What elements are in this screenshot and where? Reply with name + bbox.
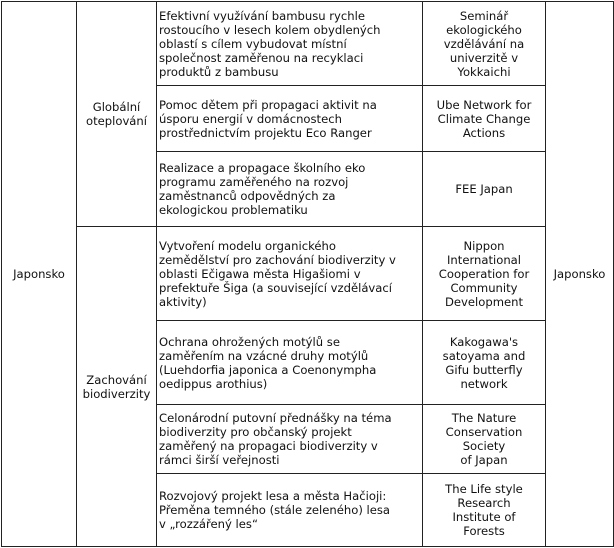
organization-name: Ube Network for Climate Change Actions [436, 97, 532, 140]
theme-global-warming-cell [77, 2, 157, 227]
project-description-cell [157, 405, 423, 474]
project-description-cell [157, 152, 423, 227]
project-description: Rozvojový projekt lesa a města Hačioji: Přeměna temného (stále zeleného) lesa v „rozzářený les“ [159, 489, 391, 531]
table-row [2, 227, 614, 321]
organization-cell [423, 227, 546, 321]
organization-name: The Life style Research Institute of Forests [445, 482, 523, 538]
organization-name: The Nature Conservation Society of Japan [445, 411, 523, 467]
project-description-cell [157, 474, 423, 547]
country-left: Japonsko [13, 267, 65, 281]
project-description: Realizace a propagace školního eko programu zaměřeného na rozvoj zaměstnanců odpovědných za ekologickou problematiku [159, 161, 366, 217]
project-description: Celonárodní putovní přednášky na téma biodiverzity pro občanský projekt zaměřený na propagaci biodiverzity v rámci širší veřejnosti [159, 411, 392, 467]
country-right: Japonsko [553, 267, 606, 281]
organization-name: Seminář ekologického vzdělávání na univerzitě v Yokkaichi [443, 8, 525, 79]
project-description-cell [157, 86, 423, 152]
theme-biodiversity-cell [77, 227, 157, 547]
organization-cell [423, 405, 546, 474]
organization-name: Nippon International Cooperation for Community Development [438, 238, 530, 309]
project-description: Vytvoření modelu organického zemědělství pro zachování biodiverzity v oblasti Ečigawa města Higašiomi v prefektuře Šiga (a související vzdělávací aktivity) [159, 238, 396, 309]
organization-cell [423, 321, 546, 405]
project-description-cell [157, 2, 423, 86]
projects-table [1, 1, 614, 547]
organization-name: Kakogawa's satoyama and Gifu butterfly network [442, 334, 526, 391]
organization-cell [423, 474, 546, 547]
organization-cell [423, 152, 546, 227]
organization-cell [423, 2, 546, 86]
project-description-cell [157, 321, 423, 405]
theme-biodiversity: Zachování biodiverzity [82, 372, 151, 401]
organization-cell [423, 86, 546, 152]
organization-name: FEE Japan [455, 182, 513, 196]
project-description: Pomoc dětem při propagaci aktivit na úsporu energií v domácnostech prostřednictvím projektu Eco Ranger [159, 97, 377, 140]
table-row [2, 2, 614, 86]
country-right-cell [546, 2, 614, 547]
project-description: Efektivní využívání bambusu rychle rostoucího v lesech kolem obydlených oblastí s cílem vybudovat místní společnost zaměřenou na recyklaci produktů z bambusu [159, 8, 381, 79]
project-description-cell [157, 227, 423, 321]
country-left-cell [2, 2, 77, 547]
theme-global-warming: Globální oteplování [86, 100, 147, 128]
project-description: Ochrana ohrožených motýlů se zaměřením na vzácné druhy motýlů (Luehdorfia japonica a Coenonympha oedippus arothius) [159, 334, 377, 391]
